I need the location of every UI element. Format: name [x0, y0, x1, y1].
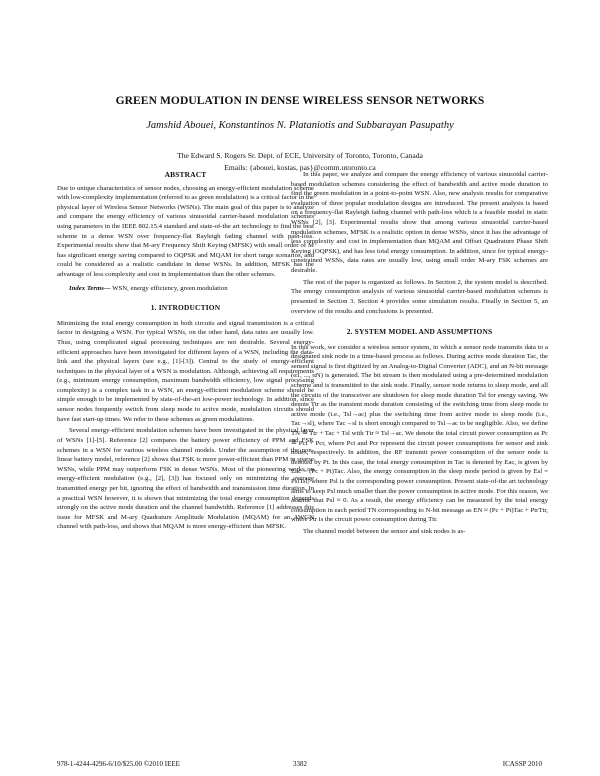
author-list: Jamshid Abouei, Konstantinos N. Plataniotis and Subbarayan Pasupathy — [146, 120, 454, 131]
intro-paragraph: The rest of the paper is organized as follows. In Section 2, the system model is described. The energy consumption analysis of various sinusoidal carrier-based modulation schemes is presented in Section 3. Section 4 provides some simulation results. Finally in Section 5, an overview of the results and conclusions is presented. — [291, 278, 548, 315]
left-column — [57, 170, 314, 534]
intro-paragraph: Several energy-efficient modulation schemes have been investigated in the physical layer of WSNs [1]-[5]. Reference [2] compares the battery power efficiency of PPM and FSK schemes in a WSN for various wireless channel models. Under the assumption of the non-linear battery model, reference [2] shows that FSK is more power-efficient than PPM in sparse WSNs, while PPM may outperform FSK in dense WSNs. Most of the pioneering works on energy-efficient modulation (e.g., [2], [3]) has focused only on minimizing the average transmitted energy per bit, ignoring the effect of bandwidth and transmission time duration. In a practical WSN however, it is shown that minimizing the total energy consumption depends strongly on the active mode duration and the channel bandwidth. Reference [1] addresses this issue for MFSK and M-ary Quadrature Amplitude Modulation (MQAM) for an AWGN channel with path-loss, and shows that MQAM is more energy-efficient than MFSK. — [57, 427, 314, 531]
index-terms — [57, 284, 314, 294]
system-model-paragraph: In this work, we consider a wireless sensor system, in which a sensor node transmits data to a designated sink node in a time-based process as follows. During active mode duration Tac, the sensed signal is first digitized by an Analog-to-Digital Converter (ADC), and an N-bit message (α1, ..., αN) is generated. The bit stream is then modulated using a pre-determined modulation scheme and is transmitted to the sink node. Finally, sensor node returns to sleep mode, and all the circuits of the transceiver are shutdown for sleep mode duration Tsl for energy saving. We denote Ttr as the transient mode duration consisting of the switching time from sleep mode to active mode (i.e., Tsl→ac) plus the switching time from active mode to sleep mode (i.e., Tac→sl), where Tac→sl is short enough compared to Tsl→ac to be negligible. Also, we define TN ≜ Ttr + Tac + Tsl with Ttr ≈ Tsl→ac. We denote the total circuit power consumption as Pc ≜ Pct + Pcr, where Pct and Pcr represent the circuit power consumptions for sensor and sink nodes, respectively. In addition, the RF transmit power consumption of the sensor node is denoted by Pt. In this case, the total energy consumption in Tac is denoted by Eac, is given by Eac = (Pc + Pt)Tac. Also, the energy consumption in the sleep mode period is given by Esl = PslTsl, where Psl is the corresponding power consumption. Present state-of-the art technology aims to keep Psl much smaller than the power consumption in active mode. For this reason, we assume that Psl ≈ 0. As a result, the energy efficiency can be measured by the total energy consumption in each period TN corresponding to N-bit message as EN ≈ (Pc + Pt)Tac + PtrTtr, where Ptr is the circuit power consumption during Ttr. — [291, 343, 548, 524]
abstract-heading: ABSTRACT — [164, 170, 207, 179]
affiliation-text: The Edward S. Rogers Sr. Dept. of ECE, University of Toronto, Toronto, Canada — [177, 151, 423, 160]
system-model-paragraph: The channel model between the sensor and sink nodes is as- — [303, 528, 466, 536]
abstract-text: Due to unique characteristics of sensor nodes, choosing an energy-efficient modulation scheme with low-complexity implementation (referred to as green modulation) is a critical factor in the physical layer of Wireless Sensor Networks (WSNs). The main goal of this paper is to analyze and compare the energy efficiency of various sinusoidal carrier-based modulation schemes using parameters in the IEEE 802.15.4 standard and state-of-the art technology to find the best scheme in a dense WSN over frequency-flat Rayleigh fading channel with path-loss. Experimental results show that M-ary Frequency Shift Keying (MFSK) with small order of M has significant energy saving compared to OQPSK and MQAM for short range scenarios, and could be considered as a realistic candidate in dense WSNs. In addition, MFSK has the advantage of less complexity and cost in implementation than the other schemes. — [57, 184, 314, 278]
paper-title: GREEN MODULATION IN DENSE WIRELESS SENSOR NETWORKS — [115, 95, 485, 107]
intro-paragraph: Minimizing the total energy consumption in both circuits and signal transmission is a critical factor in designing a WSN. For typical WSNs, on the other hand, data rates are usually low. Thus, using complicated signal processing techniques are not desirable. Several energy-efficient approaches have been investigated for different layers of a WSN, including the data-link and the physical layers (see e.g., [1]-[3]). Central to the study of energy-efficient techniques in the physical layer of a WSN is modulation. Although, achieving all requirements (e.g., minimum energy consumption, maximum bandwidth efficiency, low signal processing complexity) is a complex task in a WSN, an energy-efficient modulation scheme should be simple enough to be implemented by state-of-the-art low-power technology. In addition, since sensor nodes frequently switch from sleep mode to active mode, modulation circuits should have fast start-up times. We refer to these schemes as green modulations. — [57, 319, 314, 423]
page-number: 3382 — [293, 760, 307, 768]
right-column — [291, 170, 548, 539]
section-1-heading: 1. INTRODUCTION — [150, 303, 221, 313]
intro-paragraph: In this paper, we analyze and compare the energy efficiency of various sinusoidal carrier-based modulation schemes considering the effect of bandwidth and active mode duration to find the green modulation in a point-to-point WSN. Also, new analysis results for comparative evaluation of three popular modulation designs are introduced. The present analysis is based on a frequency-flat Rayleigh fading channel with path-loss which is a feasible model in static WSNs [2], [3]. Experimental results show that among various sinusoidal carrier-based modulation schemes, MFSK is a realistic option in dense WSNs, since it has the advantage of less complexity and cost in implementation than MQAM and Offset Quadrature Phase Shift Keying (OQPSK), and has less total energy consumption. In addition, since for typical energy-constrained WSNs, data rates are usually low, using small order M-ary FSK schemes are desirable. — [291, 171, 548, 274]
index-terms-label: Index Terms— — [69, 284, 111, 292]
section-2-heading: 2. SYSTEM MODEL AND ASSUMPTIONS — [346, 327, 493, 337]
index-terms-list: WSN, energy efficiency, green modulation — [110, 284, 228, 292]
footer-conference: ICASSP 2010 — [502, 760, 542, 768]
email-line: Emails: {abouei, kostas, pas}@comm.utoronto.ca — [224, 163, 376, 172]
footer-copyright: 978-1-4244-4296-6/10/$25.00 ©2010 IEEE — [57, 760, 180, 768]
